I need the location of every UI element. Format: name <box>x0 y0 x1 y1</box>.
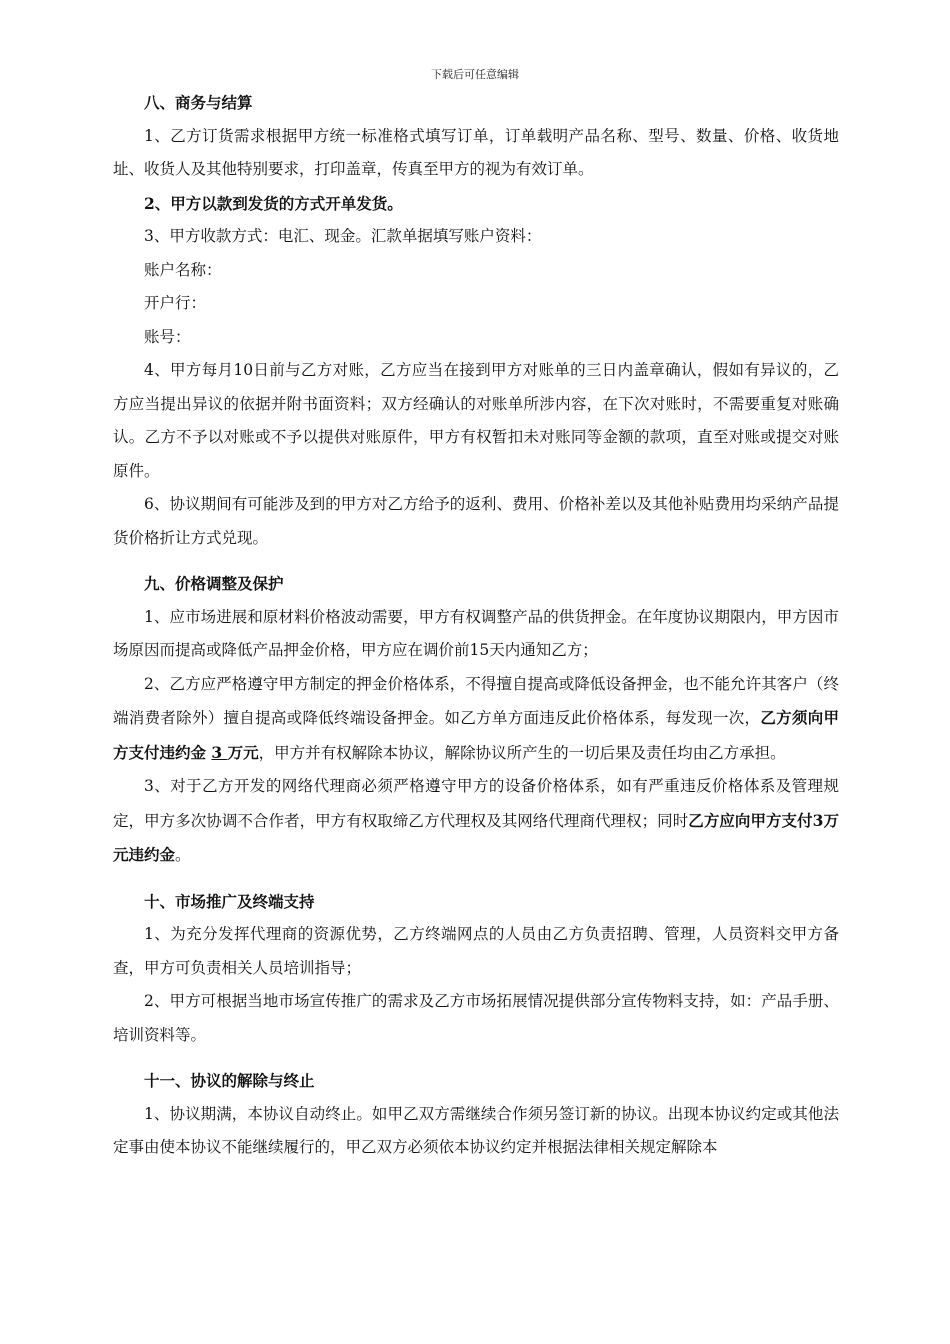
paragraph: 6、协议期间有可能涉及到的甲方对乙方给予的返利、费用、价格补差以及其他补贴费用均采纳产品提货价格折让方式兑现。 <box>113 495 839 547</box>
paragraph: 4、甲方每月10日前与乙方对账，乙方应当在接到甲方对账单的三日内盖章确认，假如有异议的，乙方应当提出异议的依据并附书面资料；双方经确认的对账单所涉内容，在下次对账时，不需要重复对账确认。乙方不予以对账或不予以提供对账原件，甲方有权暂扣未对账同等金额的款项，直至对账或提交对账原件。 <box>113 361 839 480</box>
section-heading-11: 十一、协议的解除与终止 <box>144 1071 315 1090</box>
text-run: 3、对于乙方开发的网络代理商必须严格遵守甲方的设备价格体系，如有严重违反价格体系及管理规定，甲方多次协调不合作者，甲方有权取缔乙方代理权及其网络代理商代理权；同时 <box>113 777 839 830</box>
section-heading-9: 九、价格调整及保护 <box>144 574 284 593</box>
paragraph: 1、协议期满，本协议自动终止。如甲乙双方需继续合作须另签订新的协议。出现本协议约定或其他法定事由使本协议不能继续履行的，甲乙双方必须依本协议约定并根据法律相关规定解除本 <box>113 1104 839 1156</box>
account-number-line: 账号： <box>144 327 191 346</box>
penalty-amount: 3 <box>211 742 228 762</box>
paragraph: 3、甲方收款方式：电汇、现金。汇款单据填写账户资料： <box>144 227 542 245</box>
text-run: ，甲方并有权解除本协议，解除协议所产生的一切后果及责任均由乙方承担。 <box>258 743 786 762</box>
paragraph: 1、为充分发挥代理商的资源优势，乙方终端网点的人员由乙方负责招聘、管理，人员资料交甲方备查，甲方可负责相关人员培训指导； <box>113 925 839 977</box>
paragraph: 2、甲方可根据当地市场宣传推广的需求及乙方市场拓展情况提供部分宣传物料支持，如：产品手册、培训资料等。 <box>113 992 839 1044</box>
text-run: 。 <box>175 846 191 864</box>
paragraph-bold: 2、甲方以款到发货的方式开单发货。 <box>144 193 403 213</box>
document-body <box>113 86 839 1165</box>
paragraph-penalty <box>113 668 839 771</box>
page-header: 下载后可任意编辑 <box>431 68 519 81</box>
bank-line: 开户行： <box>144 294 207 312</box>
paragraph: 1、乙方订货需求根据甲方统一标准格式填写订单，订单载明产品名称、型号、数量、价格、收货地址、收货人及其他特别要求，打印盖章，传真至甲方的视为有效订单。 <box>113 126 839 178</box>
section-heading-10: 十、市场推广及终端支持 <box>144 891 315 911</box>
bold-run: 乙方应向甲方支付3万元违约金 <box>113 810 839 864</box>
paragraph-penalty <box>113 770 839 873</box>
section-heading-8: 八、商务与结算 <box>144 93 253 112</box>
bold-run: 万元 <box>227 742 259 762</box>
text-run: 2、乙方应严格遵守甲方制定的押金价格体系，不得擅自提高或降低设备押金，也不能允许其客户（终端消费者除外）擅自提高或降低终端设备押金。如乙方单方面违反此价格体系，每发现一次， <box>113 674 839 727</box>
bold-run: 乙方须向甲方支付违约金 <box>113 708 839 762</box>
account-name-line: 账户名称： <box>144 260 222 279</box>
paragraph: 1、应市场进展和原材料价格波动需要，甲方有权调整产品的供货押金。在年度协议期限内，甲方因市场原因而提高或降低产品押金价格，甲方应在调价前15天内通知乙方； <box>113 607 839 659</box>
